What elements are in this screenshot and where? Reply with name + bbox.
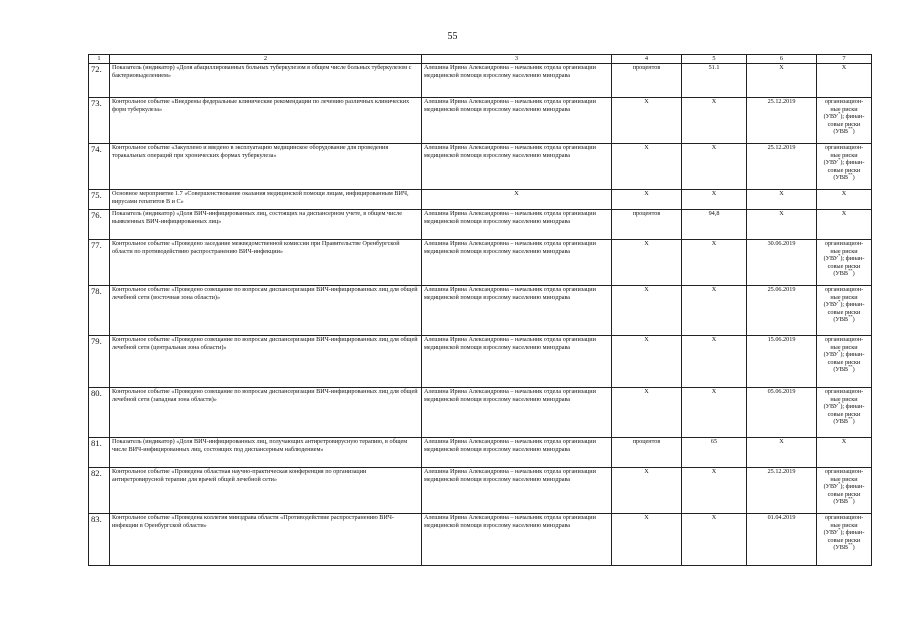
column-number: 7 xyxy=(817,55,872,64)
risk-text: (УВУ xyxy=(823,159,839,167)
risk-cell: X xyxy=(817,190,872,210)
row-number: 82. xyxy=(89,468,110,514)
risk-text: совые риски xyxy=(827,308,861,316)
date-cell: 15.06.2019 xyxy=(747,336,817,388)
risk-cell: X xyxy=(817,438,872,468)
risk-text: ) xyxy=(852,498,855,506)
risk-text-line xyxy=(819,144,869,152)
value-cell: 51.1 xyxy=(682,64,747,98)
value-cell: 94,8 xyxy=(682,210,747,240)
footnote-marker: ** xyxy=(848,268,853,274)
risk-text: ные риски xyxy=(830,105,858,113)
risk-cell: X xyxy=(817,210,872,240)
unit-cell: X xyxy=(612,98,682,144)
date-cell: 25.12.2019 xyxy=(747,468,817,514)
footnote-marker: ** xyxy=(848,364,853,370)
risk-text-line xyxy=(819,403,869,411)
responsible-person: Алешина Ирина Александровна – начальник отдела организации медицинской помощи взрослому населению минздрава xyxy=(422,336,612,388)
risk-text: (УВВ xyxy=(833,128,849,136)
risk-text-line xyxy=(819,301,869,309)
row-number: 77. xyxy=(89,240,110,286)
value-cell: X xyxy=(682,240,747,286)
table-row xyxy=(89,438,872,468)
program-table xyxy=(88,54,872,566)
table-row xyxy=(89,240,872,286)
row-description: Показатель (индикатор) «Доля ВИЧ-инфицированных лиц, получающих антиретровирусную терапию, в общем числе ВИЧ-инфицированных лиц, состоящих под диспансерным наблюдением» xyxy=(110,438,422,468)
risk-text: ); финан- xyxy=(840,351,865,359)
risk-text-line xyxy=(819,174,869,182)
risk-text-line xyxy=(819,336,869,344)
column-number: 2 xyxy=(110,55,422,64)
risk-text: ); финан- xyxy=(840,255,865,263)
risk-text: (УВУ xyxy=(823,255,839,263)
risk-text-line xyxy=(819,418,869,426)
responsible-person: X xyxy=(422,190,612,210)
value-cell: X xyxy=(682,190,747,210)
footnote-marker: ** xyxy=(848,126,853,132)
value-cell: X xyxy=(682,388,747,438)
value-cell: X xyxy=(682,98,747,144)
footnote-marker: * xyxy=(838,401,841,407)
risk-cell xyxy=(817,514,872,566)
date-cell: X xyxy=(747,64,817,98)
unit-cell: процентов xyxy=(612,210,682,240)
risk-text: (УВВ xyxy=(833,366,849,374)
risk-text: ); финан- xyxy=(840,403,865,411)
unit-cell: X xyxy=(612,388,682,438)
risk-text-line xyxy=(819,351,869,359)
column-number: 6 xyxy=(747,55,817,64)
row-number: 79. xyxy=(89,336,110,388)
risk-text: совые риски xyxy=(827,410,861,418)
table-row xyxy=(89,468,872,514)
risk-text: ); финан- xyxy=(840,301,865,309)
risk-text-line xyxy=(819,468,869,476)
risk-text: (УВВ xyxy=(833,544,849,552)
risk-text: ные риски xyxy=(830,293,858,301)
footnote-marker: ** xyxy=(848,314,853,320)
risk-text-line xyxy=(819,270,869,278)
table-row xyxy=(89,286,872,336)
row-description: Контрольное событие «Внедрены федеральные клинические рекомендации по лечению различных клинических форм туберкулеза» xyxy=(110,98,422,144)
table-row xyxy=(89,210,872,240)
risk-text-line xyxy=(819,366,869,374)
risk-text-line xyxy=(819,98,869,106)
unit-cell: X xyxy=(612,468,682,514)
risk-text-line xyxy=(819,388,869,396)
risk-cell xyxy=(817,336,872,388)
unit-cell: процентов xyxy=(612,438,682,468)
risk-text: (УВВ xyxy=(833,418,849,426)
value-cell: X xyxy=(682,336,747,388)
risk-cell xyxy=(817,388,872,438)
risk-text: (УВВ xyxy=(833,316,849,324)
row-description: Основное мероприятие 1.7 «Совершенствование оказания медицинской помощи лицам, инфицированным ВИЧ, вирусами гепатитов В и С» xyxy=(110,190,422,210)
risk-text: ) xyxy=(852,316,855,324)
risk-text: организацион- xyxy=(824,240,864,247)
risk-text: ные риски xyxy=(830,395,858,403)
column-number: 1 xyxy=(89,55,110,64)
page-number: 55 xyxy=(447,31,458,42)
risk-cell xyxy=(817,98,872,144)
column-number: 5 xyxy=(682,55,747,64)
value-cell: X xyxy=(682,144,747,190)
unit-cell: X xyxy=(612,336,682,388)
date-cell: 25.06.2019 xyxy=(747,286,817,336)
date-cell: 30.06.2019 xyxy=(747,240,817,286)
risk-text: организацион- xyxy=(824,144,864,151)
risk-text: (УВУ xyxy=(823,483,839,491)
risk-text: организацион- xyxy=(824,286,864,293)
responsible-person: Алешина Ирина Александровна – начальник отдела организации медицинской помощи взрослому населению минздрава xyxy=(422,144,612,190)
risk-text: (УВВ xyxy=(833,174,849,182)
unit-cell: X xyxy=(612,240,682,286)
row-number: 81. xyxy=(89,438,110,468)
risk-text: ); финан- xyxy=(840,113,865,121)
row-description: Контрольное событие «Проведено совещание по вопросам диспансеризации ВИЧ-инфицированных лиц для общей лечебной сети (восточная зона области)» xyxy=(110,286,422,336)
table-row xyxy=(89,64,872,98)
risk-text: организацион- xyxy=(824,468,864,475)
risk-text: совые риски xyxy=(827,166,861,174)
risk-cell xyxy=(817,468,872,514)
value-cell: 65 xyxy=(682,438,747,468)
responsible-person: Алешина Ирина Александровна – начальник отдела организации медицинской помощи взрослому населению минздрава xyxy=(422,286,612,336)
footnote-marker: * xyxy=(838,299,841,305)
date-cell: 25.12.2019 xyxy=(747,144,817,190)
column-number: 4 xyxy=(612,55,682,64)
risk-text: ) xyxy=(852,544,855,552)
value-cell: X xyxy=(682,514,747,566)
row-number: 83. xyxy=(89,514,110,566)
risk-text: ) xyxy=(852,128,855,136)
risk-text: (УВУ xyxy=(823,403,839,411)
footnote-marker: * xyxy=(838,111,841,117)
footnote-marker: * xyxy=(838,481,841,487)
risk-text-line xyxy=(819,159,869,167)
risk-text: организацион- xyxy=(824,388,864,395)
table-row xyxy=(89,336,872,388)
risk-text: ные риски xyxy=(830,151,858,159)
responsible-person: Алешина Ирина Александровна – начальник отдела организации медицинской помощи взрослому населению минздрава xyxy=(422,210,612,240)
table-row xyxy=(89,190,872,210)
column-number-row xyxy=(89,55,872,64)
footnote-marker: * xyxy=(838,157,841,163)
row-number: 72. xyxy=(89,64,110,98)
responsible-person: Алешина Ирина Александровна – начальник отдела организации медицинской помощи взрослому населению минздрава xyxy=(422,468,612,514)
risk-text: (УВУ xyxy=(823,351,839,359)
risk-text-line xyxy=(819,113,869,121)
responsible-person: Алешина Ирина Александровна – начальник отдела организации медицинской помощи взрослому населению минздрава xyxy=(422,240,612,286)
column-number: 3 xyxy=(422,55,612,64)
risk-cell xyxy=(817,286,872,336)
risk-text-line xyxy=(819,255,869,263)
row-number: 75. xyxy=(89,190,110,210)
risk-text-line xyxy=(819,240,869,248)
unit-cell: X xyxy=(612,144,682,190)
risk-text-line xyxy=(819,128,869,136)
row-description: Показатель (индикатор) «Доля абациллированных больных туберкулезом в общем числе больных туберкулезом с бактериовыделением» xyxy=(110,64,422,98)
risk-text: ные риски xyxy=(830,343,858,351)
risk-text: совые риски xyxy=(827,536,861,544)
risk-text: ) xyxy=(852,270,855,278)
date-cell: X xyxy=(747,438,817,468)
footnote-marker: ** xyxy=(848,416,853,422)
risk-text: ); финан- xyxy=(840,159,865,167)
row-number: 73. xyxy=(89,98,110,144)
date-cell: X xyxy=(747,190,817,210)
row-number: 78. xyxy=(89,286,110,336)
date-cell: 01.04.2019 xyxy=(747,514,817,566)
risk-text: (УВУ xyxy=(823,113,839,121)
risk-text: организацион- xyxy=(824,98,864,105)
risk-text: (УВВ xyxy=(833,270,849,278)
risk-text: (УВУ xyxy=(823,301,839,309)
date-cell: 05.06.2019 xyxy=(747,388,817,438)
responsible-person: Алешина Ирина Александровна – начальник отдела организации медицинской помощи взрослому населению минздрава xyxy=(422,64,612,98)
risk-cell xyxy=(817,144,872,190)
responsible-person: Алешина Ирина Александровна – начальник отдела организации медицинской помощи взрослому населению минздрава xyxy=(422,514,612,566)
risk-text-line xyxy=(819,498,869,506)
footnote-marker: ** xyxy=(848,542,853,548)
table-row xyxy=(89,144,872,190)
table-row xyxy=(89,388,872,438)
row-description: Контрольное событие «Закуплено и введено в эксплуатацию медицинское оборудование для проведения торакальных операций при хронических формах туберкулеза» xyxy=(110,144,422,190)
risk-text-line xyxy=(819,529,869,537)
risk-text: совые риски xyxy=(827,120,861,128)
footnote-marker: ** xyxy=(848,172,853,178)
row-number: 74. xyxy=(89,144,110,190)
risk-text-line xyxy=(819,514,869,522)
row-description: Показатель (индикатор) «Доля ВИЧ-инфицированных лиц, состоящих на диспансерном учете, в общем числе выявленных ВИЧ-инфицированных лиц» xyxy=(110,210,422,240)
value-cell: X xyxy=(682,286,747,336)
row-number: 76. xyxy=(89,210,110,240)
risk-text-line xyxy=(819,483,869,491)
risk-text: ) xyxy=(852,418,855,426)
responsible-person: Алешина Ирина Александровна – начальник отдела организации медицинской помощи взрослому населению минздрава xyxy=(422,438,612,468)
risk-text: совые риски xyxy=(827,358,861,366)
table-row xyxy=(89,514,872,566)
row-description: Контрольное событие «Проведена областная научно-практическая конференция по организации антиретровирусной терапии для врачей общей лечебной сети» xyxy=(110,468,422,514)
risk-cell: X xyxy=(817,64,872,98)
unit-cell: процентов xyxy=(612,64,682,98)
unit-cell: X xyxy=(612,190,682,210)
table-row xyxy=(89,98,872,144)
risk-cell xyxy=(817,240,872,286)
risk-text: ); финан- xyxy=(840,529,865,537)
risk-text-line xyxy=(819,544,869,552)
unit-cell: X xyxy=(612,286,682,336)
risk-text-line xyxy=(819,286,869,294)
footnote-marker: ** xyxy=(848,496,853,502)
risk-text: организацион- xyxy=(824,514,864,521)
risk-text: ные риски xyxy=(830,521,858,529)
risk-text-line xyxy=(819,316,869,324)
row-description: Контрольное событие «Проведено совещание по вопросам диспансеризации ВИЧ-инфицированных лиц для общей лечебной сети (западная зона области)» xyxy=(110,388,422,438)
risk-text: совые риски xyxy=(827,490,861,498)
risk-text: ные риски xyxy=(830,247,858,255)
risk-text: (УВВ xyxy=(833,498,849,506)
risk-text: ); финан- xyxy=(840,483,865,491)
risk-text: совые риски xyxy=(827,262,861,270)
date-cell: 25.12.2019 xyxy=(747,98,817,144)
footnote-marker: * xyxy=(838,527,841,533)
footnote-marker: * xyxy=(838,349,841,355)
risk-text: организацион- xyxy=(824,336,864,343)
row-description: Контрольное событие «Проведено заседание межведомственной комиссии при Правительстве Оренбургской области по противодействию распространению ВИЧ-инфекции» xyxy=(110,240,422,286)
responsible-person: Алешина Ирина Александровна – начальник отдела организации медицинской помощи взрослому населению минздрава xyxy=(422,388,612,438)
unit-cell: X xyxy=(612,514,682,566)
risk-text: ные риски xyxy=(830,475,858,483)
row-number: 80. xyxy=(89,388,110,438)
risk-text: ) xyxy=(852,366,855,374)
date-cell: X xyxy=(747,210,817,240)
responsible-person: Алешина Ирина Александровна – начальник отдела организации медицинской помощи взрослому населению минздрава xyxy=(422,98,612,144)
risk-text: ) xyxy=(852,174,855,182)
footnote-marker: * xyxy=(838,253,841,259)
value-cell: X xyxy=(682,468,747,514)
row-description: Контрольное событие «Проведено совещание по вопросам диспансеризации ВИЧ-инфицированных лиц для общей лечебной сети (центральная зона области)» xyxy=(110,336,422,388)
risk-text: (УВУ xyxy=(823,529,839,537)
row-description: Контрольное событие «Проведена коллегия минздрава области «Противодействие распространению ВИЧ-инфекции в Оренбургской области» xyxy=(110,514,422,566)
